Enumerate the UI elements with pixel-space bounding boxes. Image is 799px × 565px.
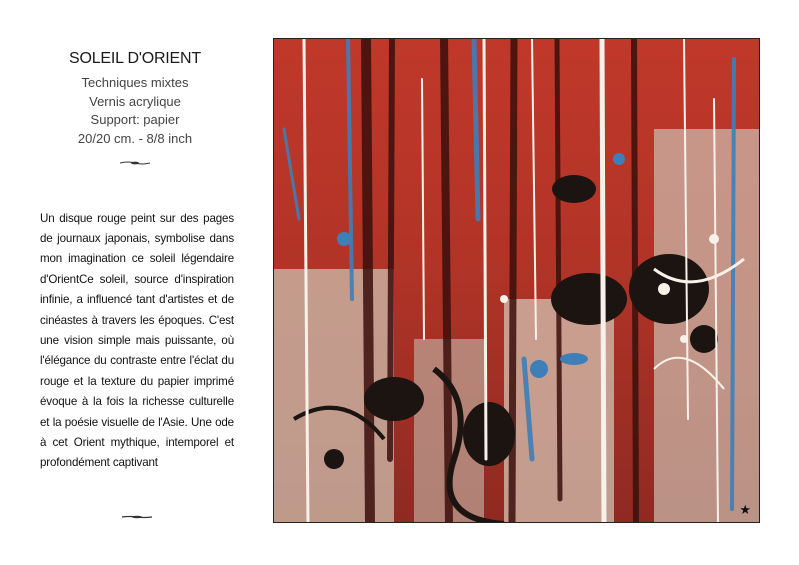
technique-line: Techniques mixtes: [81, 75, 189, 90]
varnish-line: Vernis acrylique: [89, 93, 181, 109]
artwork-title: SOLEIL D'ORIENT: [69, 50, 201, 67]
artwork-description: Un disque rouge peint sur des pages de journaux japonais, symbolise dans mon imagination ce soleil légendaire d'OrientCe soleil, source d'inspiration infinie, a influencé tant d'artistes et de cinéastes à travers les époques. C'est une vision simple mais puissante, où l'élégance du contraste entre l'éclat du rouge et la texture du papier imprimé évoque à la fois la richesse culturelle et la poésie visuelle de l'Asie. Une ode à cet Orient mythique, intemporel et profondément captivant: [40, 211, 234, 470]
ornament-bottom-icon: [122, 514, 152, 520]
artwork-info-panel: [30, 50, 240, 166]
abstract-painting: [274, 39, 760, 523]
ornament-divider-icon: [120, 160, 150, 166]
artwork-details: [30, 74, 240, 148]
support-line: Support: papier: [90, 112, 180, 127]
artwork-image: [273, 38, 760, 523]
star-icon: ★: [739, 502, 751, 517]
dimensions-line: 20/20 cm. - 8/8 inch: [77, 130, 193, 146]
